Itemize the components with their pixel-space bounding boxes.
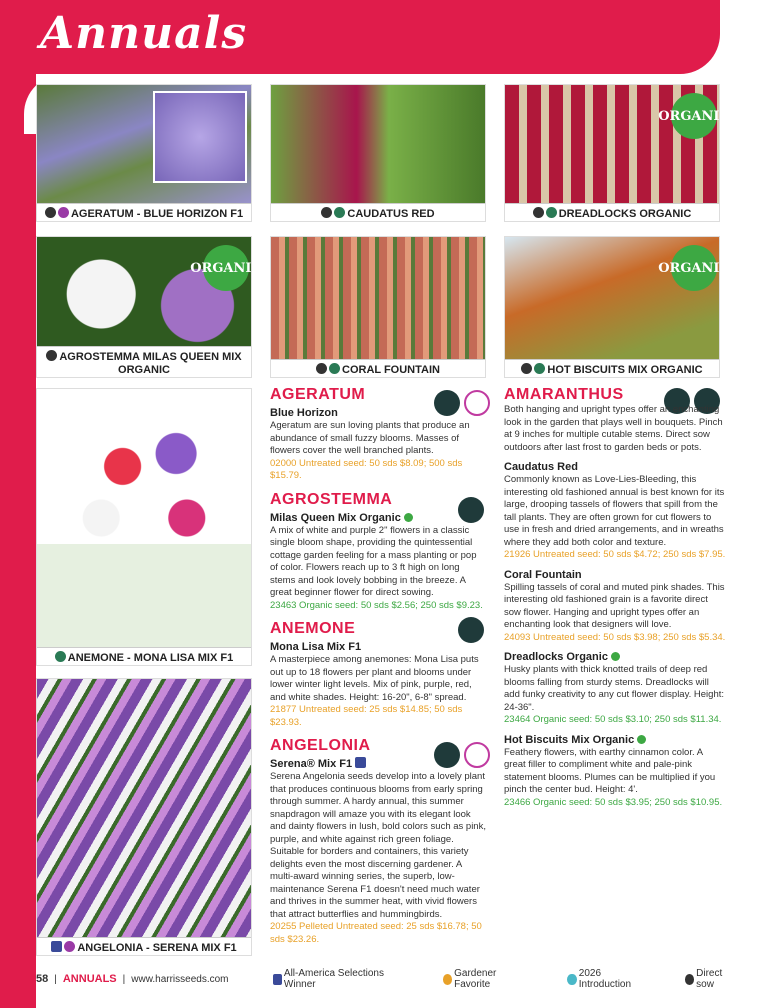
section-heading: AGERATUM bbox=[270, 386, 366, 403]
variety-name: Serena® Mix F1 bbox=[270, 757, 486, 771]
variety-name: Caudatus Red bbox=[504, 461, 578, 473]
legend-direct-sow: Direct sow bbox=[696, 968, 723, 990]
left-border bbox=[0, 74, 36, 1008]
organic-dot-icon bbox=[404, 513, 413, 522]
photo-caption: HOT BISCUITS MIX ORGANIC bbox=[505, 359, 719, 377]
footer: 58 | ANNUALS | www.harrisseeds.com All-America Selections Winner Gardener Favorite 2026 Introduction Direct sow bbox=[36, 968, 736, 990]
price-line: 23464 Organic seed: 50 sds $3.10; 250 sds $11.34. bbox=[504, 714, 722, 725]
price-line: 21926 Untreated seed: 50 sds $4.72; 250 sds $7.95. bbox=[504, 549, 726, 560]
legend-favorite: Gardener Favorite bbox=[454, 968, 497, 990]
variety-description: Feathery flowers, with earthy cinnamon color. A great filler to compliment white and pale-pink statement blooms. Plumes can be multiplied if you pinch the center bud. Height: 4'. bbox=[504, 746, 716, 795]
organic-dot-icon bbox=[611, 652, 620, 661]
section-heading: AMARANTHUS bbox=[504, 386, 624, 403]
entry-caudatus-red bbox=[504, 460, 726, 562]
legend-aas: All-America Selections Winner bbox=[283, 968, 384, 990]
section-intro: Both hanging and upright types offer an enchanting look in the garden that plays well in bouquets. Pinch at 9 inches for multiple cutable stems. Direct sow outdoors after last frost to garden beds or pots. bbox=[504, 404, 723, 453]
photo-hot-biscuits bbox=[504, 236, 730, 378]
entry-coral-fountain bbox=[504, 568, 726, 645]
photo-dreadlocks bbox=[504, 84, 730, 222]
variety-name: Mona Lisa Mix F1 bbox=[270, 641, 362, 653]
entry-agrostemma bbox=[270, 491, 486, 613]
introduction-icon bbox=[567, 974, 576, 985]
entry-angelonia bbox=[270, 737, 486, 946]
photo-caudatus-red bbox=[270, 84, 486, 222]
organic-dot-icon bbox=[637, 735, 646, 744]
variety-description: A masterpiece among anemones: Mona Lisa puts out up to 18 flowers per plant and blooms under lower winter light levels. Mix of pink, purple, red, and white shades. Height: 16-20", 6-8" spread. bbox=[270, 654, 479, 703]
photo-caption: ANEMONE - MONA LISA MIX F1 bbox=[37, 647, 251, 665]
right-column bbox=[504, 386, 726, 809]
gardener-favorite-icon bbox=[443, 974, 452, 985]
variety-description: Spilling tassels of coral and muted pink shades. This interesting old fashioned grain is a favorite direct sow flower. Hanging and upright types offer an enchanting look that designers will love. bbox=[504, 581, 725, 630]
photo-angelonia bbox=[36, 678, 252, 956]
organic-badge: ORGANIC bbox=[203, 245, 249, 291]
photo-caption: ANGELONIA - SERENA MIX F1 bbox=[37, 937, 251, 955]
price-line: 02000 Untreated seed: 50 sds $8.09; 500 sds $15.79. bbox=[270, 457, 463, 481]
page-title: Annuals bbox=[40, 8, 248, 59]
page-number: 58 bbox=[36, 973, 49, 985]
entry-hot-biscuits bbox=[504, 733, 726, 810]
price-line: 24093 Untreated seed: 50 sds $3.98; 250 sds $5.34. bbox=[504, 631, 726, 643]
variety-name: Blue Horizon bbox=[270, 407, 338, 419]
section-heading: AGROSTEMMA bbox=[270, 490, 393, 508]
variety-description: Ageratum are sun loving plants that produce an abundance of small fuzzy blooms. Masses of flowers cover the well branched plants. bbox=[270, 420, 470, 456]
variety-description: Commonly known as Love-Lies-Bleeding, this interesting old fashioned annual is best known for its large, drooping tassels of flowers that spill from the tall plants. They are often grown for cut flowers to use in fresh and dried arrangements, and in wreaths where they add both color and texture. bbox=[504, 474, 725, 548]
photo-ageratum bbox=[36, 84, 252, 222]
middle-column bbox=[270, 386, 486, 946]
price-line: 23466 Organic seed: 50 sds $3.95; 250 sds $10.95. bbox=[504, 796, 723, 808]
photo-caption: CORAL FOUNTAIN bbox=[271, 359, 485, 377]
photo-caption: AGROSTEMMA MILAS QUEEN MIX ORGANIC bbox=[37, 346, 251, 377]
price-line: 20255 Pelleted Untreated seed: 25 sds $16.78; 50 sds $23.26. bbox=[270, 921, 482, 945]
legend-introduction: 2026 Introduction bbox=[578, 968, 632, 990]
entry-anemone bbox=[270, 620, 486, 729]
variety-name: Coral Fountain bbox=[504, 568, 582, 581]
organic-badge: ORGANIC bbox=[671, 93, 717, 139]
aas-winner-icon bbox=[273, 974, 282, 985]
price-line: 23463 Organic seed: 50 sds $2.56; 250 sds $9.23. bbox=[270, 599, 483, 611]
organic-badge: ORGANIC bbox=[671, 245, 717, 291]
section-heading: ANEMONE bbox=[270, 620, 356, 637]
price-line: 21877 Untreated seed: 25 sds $14.85; 50 sds $23.93. bbox=[270, 704, 463, 728]
photo-caption: AGERATUM - BLUE HORIZON F1 bbox=[37, 203, 251, 221]
photo-agrostemma bbox=[36, 236, 262, 378]
variety-description: Serena Angelonia seeds develop into a lovely plant that produces continuous blooms from early spring through summer. A hardy annual, this summer snapdragon will amaze you with its elegant look and dainty flowers in lush, bold colors such as pink, purple, and white against rich green foliage. Suitable for borders and containers, this variety delights even the most discerning gardener. A multi-award winning series, the superb, low-maintenance Serena F1 doesn't need much water and thrives in the summer heat, with vivid flowers that attract butterflies and hummingbirds. bbox=[270, 771, 486, 920]
variety-name: Dreadlocks Organic bbox=[504, 650, 726, 664]
footer-url[interactable]: www.harrisseeds.com bbox=[131, 973, 229, 985]
variety-description: A mix of white and purple 2" flowers in a classic single bloom shape, providing the quintessential cottage garden feeling for a mass planting or pop of color. Flowers reach up to 3 ft high on long stems and look lovely bobbing in the breeze. A great beginner flower for direct sowing. bbox=[270, 524, 477, 598]
entry-dreadlocks bbox=[504, 650, 726, 727]
photo-caption: DREADLOCKS ORGANIC bbox=[505, 203, 719, 221]
variety-description: Husky plants with thick knotted trails of deep red blooms falling from sturdy stems. Dreadlocks will add funky creativity to any cut flower display. Height: 24-36". bbox=[504, 664, 725, 713]
variety-name: Milas Queen Mix Organic bbox=[270, 511, 486, 525]
aas-winner-icon bbox=[355, 757, 366, 768]
section-heading: ANGELONIA bbox=[270, 737, 371, 754]
photo-coral-fountain bbox=[270, 236, 486, 378]
photo-caption: CAUDATUS RED bbox=[271, 203, 485, 221]
photo-anemone bbox=[36, 388, 252, 666]
entry-ageratum bbox=[270, 386, 486, 483]
footer-section: ANNUALS bbox=[62, 973, 117, 985]
variety-name: Hot Biscuits Mix Organic bbox=[504, 733, 726, 747]
direct-sow-icon bbox=[685, 974, 694, 985]
